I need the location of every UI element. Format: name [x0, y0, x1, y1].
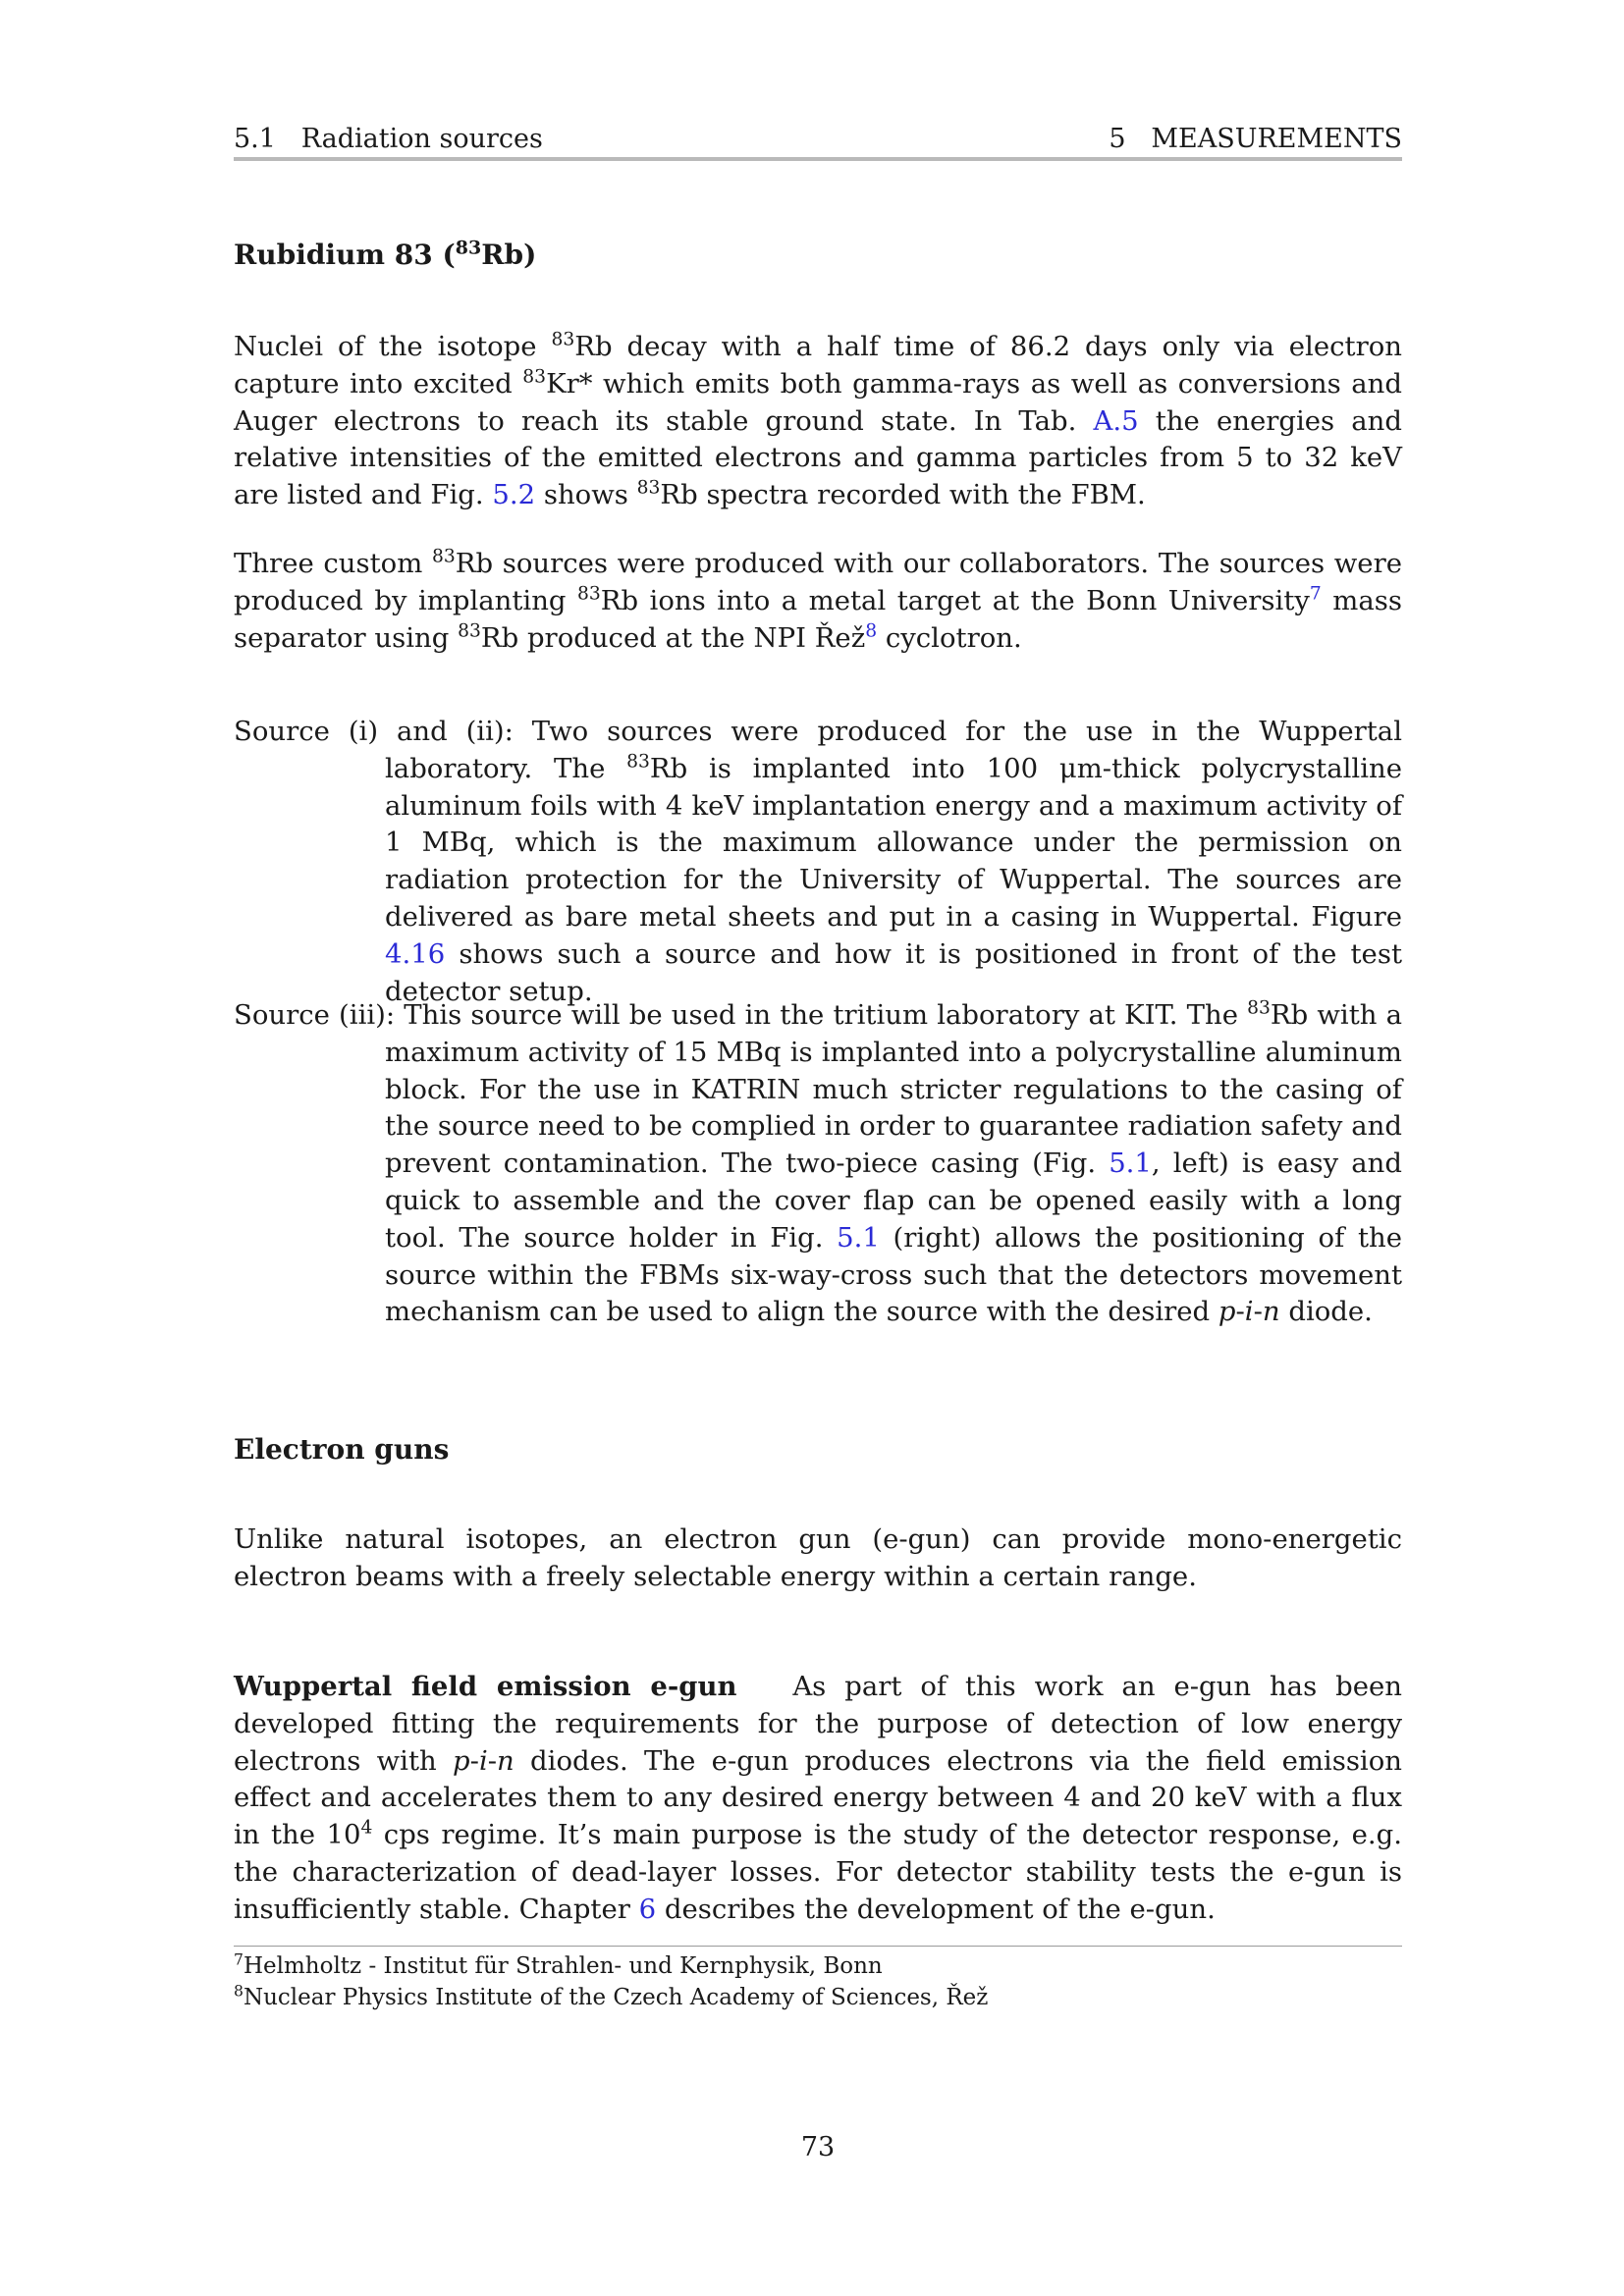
paragraph-electron-guns: Unlike natural isotopes, an electron gun (e-gun) can provide mono-energetic electron beams with a freely selectable energy within a certain range. [234, 1523, 1402, 1592]
footnote-8: $^8$Nuclear Physics Institute of the Czech Academy of Sciences, Řež [234, 1981, 989, 2010]
header-section [234, 122, 543, 157]
footnote-ref-7[interactable]: 7 [1309, 583, 1322, 605]
rubidium-heading: Rubidium 83 ($^{83}$Rb) [234, 237, 537, 271]
page-number: 73 [800, 2132, 836, 2163]
header-rule [234, 157, 1402, 161]
paragraph-rb-decay: Nuclei of the isotope $^{83}$Rb decay with a half time of 86.2 days only via electron capture into excited $^{83}$Kr* which emits both gamma-rays as well as conversions and Auger electrons to reach its stable ground state. In Tab. A.5 the energies and relative intensities of the emitted electrons and gamma particles from 5 to 32 keV are listed and Fig. 5.2 shows $^{83}$Rb spectra recorded with the FBM. [234, 329, 1402, 511]
list-item-source-iii: Source (iii): This source will be used in the tritium laboratory at KIT. The $^{83}$Rb with a maximum activity of 15 MBq is implanted into a polycrystalline aluminum block. For the use in KATRIN much stricter regulations to the casing of the source need to be complied in order to guarantee radiation safety and prevent contamination. The two-piece casing (Fig. 5.1, left) is easy and quick to assemble and the cover flap can be opened easily with a long tool. The source holder in Fig. 5.1 (right) allows the positioning of the source within the FBMs six-way-cross such that the detectors movement mechanism can be used to align the source with the desired p-i-n diode. [234, 997, 1402, 1328]
header-chapter [1109, 122, 1402, 157]
paragraph-wuppertal-egun: Wuppertal field emission e-gun As part of this work an e-gun has been developed fitting the requirements for the purpose of detection of low energy electrons with p-i-n diodes. The e-gun produces electrons via the field emission effect and accelerates them to any desired energy between 4 and 20 keV with a flux in the $10^4$ cps regime. It’s main purpose is the study of the detector response, e.g. the characterization of dead-layer losses. For detector stability tests the e-gun is insufficiently stable. Chapter 6 describes the development of the e-gun. [234, 1671, 1402, 1925]
header-section-title: Radiation sources [300, 124, 543, 154]
ref-figure-4-16[interactable]: 4.16 [385, 937, 446, 970]
header-chapter-title: MEASUREMENTS [1151, 124, 1402, 154]
ref-figure-5-1-right[interactable]: 5.1 [837, 1221, 880, 1254]
footnote-ref-8[interactable]: 8 [865, 620, 878, 642]
footnote-7: $^7$Helmholtz - Institut für Strahlen- und Kernphysik, Bonn [234, 1949, 883, 1979]
ref-table-a5[interactable]: A.5 [1093, 404, 1139, 437]
list-item-source-i-ii: Source (i) and (ii): Two sources were produced for the use in the Wuppertal laboratory. The $^{83}$Rb is implanted into 100 μm-thick polycrystalline aluminum foils with 4 keV implantation energy and a maximum activity of 1 MBq, which is the maximum allowance under the permission on radiation protection for the University of Wuppertal. The sources are delivered as bare metal sheets and put in a casing in Wuppertal. Figure 4.16 shows such a source and how it is positioned in front of the test detector setup. [234, 716, 1402, 1007]
header-section-number: 5.1 [234, 124, 276, 154]
run-in-heading: Wuppertal field emission e-gun [234, 1671, 737, 1702]
header-chapter-number: 5 [1109, 124, 1126, 154]
paragraph-custom-sources: Three custom $^{83}$Rb sources were produced with our collaborators. The sources were produced by implanting $^{83}$Rb ions into a metal target at the Bonn University$^7$ mass separator using $^{83}$Rb produced at the NPI Řež$^8$ cyclotron. [234, 546, 1402, 654]
running-header [234, 122, 1402, 157]
footnote-rule [234, 1946, 1402, 1947]
ref-figure-5-2[interactable]: 5.2 [492, 479, 536, 511]
electron-guns-heading: Electron guns [234, 1433, 450, 1466]
ref-chapter-6[interactable]: 6 [638, 1893, 657, 1925]
list-item-label: Source (i) and (ii): [234, 716, 514, 747]
ref-figure-5-1-left[interactable]: 5.1 [1109, 1148, 1152, 1180]
list-item-label: Source (iii): [234, 999, 396, 1031]
